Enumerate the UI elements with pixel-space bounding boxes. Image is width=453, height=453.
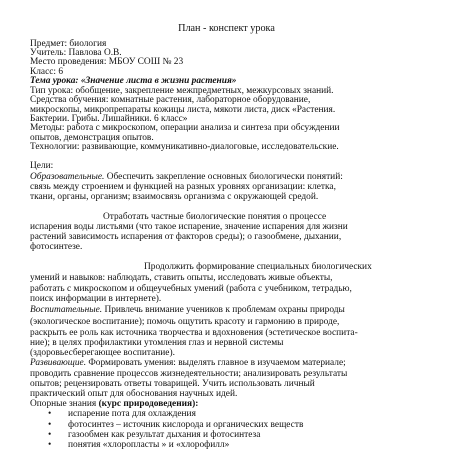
upbringing-goal-line-5: (здоровьесберегающее воспитание).: [30, 348, 175, 359]
goal-p2-line-1: Отработать частные биологические понятия о процессе: [103, 211, 327, 222]
topic-text: Тема урока: «Значение листа в жизни растения»: [30, 75, 237, 86]
edu-goal-label: Образовательные.: [30, 171, 105, 182]
edu-goal-line-3: ткани, органы, организм; взаимосвязь организма с окружающей средой.: [30, 192, 319, 202]
upbringing-goal-line-3: раскрыть ее роль как источника творчества и вдохновения (эстетическое воспита-: [30, 327, 358, 338]
development-goal-line-2: проводить сравнение процессов жизнедеятельности; анализировать результаты: [30, 368, 348, 379]
goal-p2-line-3: растений зависимость испарения от факторов среды); о газообмене, дыхании,: [30, 232, 342, 242]
support-prefix: Опорные знания: [30, 399, 99, 410]
teacher-line: Учитель: Павлова О.В.: [30, 48, 122, 59]
goal-p3-line-1: Продолжить формирование специальных биологических: [144, 261, 372, 272]
goal-p3-line-4: поиск информации в интернете).: [30, 294, 162, 305]
bullet-icon: •: [48, 419, 52, 430]
goal-p3-line-2: умений и навыков: наблюдать, ставить опыты, исследовать живые объекты,: [30, 272, 333, 283]
upbringing-goal-line-4: ние); в целях профилактики утомления глаз и нервной системы: [30, 337, 284, 348]
place-line: Место проведения: МБОУ СОШ № 23: [30, 57, 184, 68]
support-item-text: понятия «хлоропласты » и «хлорофилл»: [68, 440, 230, 450]
support-item-text: испарение пота для охлаждения: [68, 409, 196, 420]
development-goal-label: Развивающие.: [30, 358, 87, 369]
upbringing-goal-line-2: (экологическое воспитание); помочь ощутить красоту и гармонию в природе,: [30, 316, 340, 327]
means-line-2: микроскопы, микропрепараты кожицы листа, мякоти листа, диск «Растения.: [30, 104, 336, 115]
goal-p2-line-4: фотосинтезе.: [30, 242, 83, 253]
support-item-text: фотосинтез – источник кислорода и органических веществ: [68, 419, 304, 430]
goal-p2-line-2: испарения воды листьями (что такое испарение, значение испарения для жизни: [30, 221, 348, 232]
upbringing-goal-text: Привлечь внимание учеников к проблемам охраны природы: [102, 305, 345, 316]
bullet-icon: •: [48, 440, 52, 450]
upbringing-goal-label: Воспитательные.: [30, 305, 103, 316]
grade-line: Класс: 6: [30, 66, 64, 77]
subject-line: Предмет: биология: [30, 38, 107, 49]
document-title: План - конспект урока: [178, 23, 275, 34]
bullet-icon: •: [48, 429, 52, 440]
goals-heading: Цели:: [30, 161, 54, 172]
upbringing-goal-line-1: [30, 305, 345, 316]
means-line-1: Средства обучения: комнатные растения, лабораторное оборудование,: [30, 95, 311, 106]
development-goal-text: Формировать умения: выделять главное в изучаемом материале;: [86, 358, 346, 369]
development-goal-line-4: практический опыт для обоснования научных идей.: [30, 388, 238, 399]
support-bold: (курс природоведения):: [98, 399, 199, 410]
means-line-3: Бактерии. Грибы. Лишайники. 6 класс»: [30, 114, 188, 124]
support-item-text: газообмен как результат дыхания и фотосинтеза: [68, 429, 261, 440]
methods-line-2: опытов, демонстрация опытов.: [30, 132, 154, 143]
tech-line: Технологии: развивающие, коммуникативно-диалоговые, исследовательские.: [30, 141, 339, 152]
methods-line-1: Методы: работа с микроскопом, операции анализа и синтеза при обсуждении: [30, 123, 340, 134]
edu-goal-text: Обеспечить закрепление основных биологически понятий:: [104, 171, 343, 182]
support-list-item: [48, 440, 229, 451]
bullet-icon: •: [48, 409, 52, 420]
lesson-type-line: Тип урока: обобщение, закрепление межпредметных, межкурсовых знаний.: [30, 86, 334, 97]
development-goal-line-3: опытов; рецензировать ответы товарищей. Учить использовать личный: [30, 378, 315, 389]
goal-p3-line-3: работать с микроскопом и общеучебных умений (работа с учебником, тетрадью,: [30, 284, 352, 294]
edu-goal-line-2: связь между строением и функцией на разных уровнях организации: клетка,: [30, 181, 336, 192]
